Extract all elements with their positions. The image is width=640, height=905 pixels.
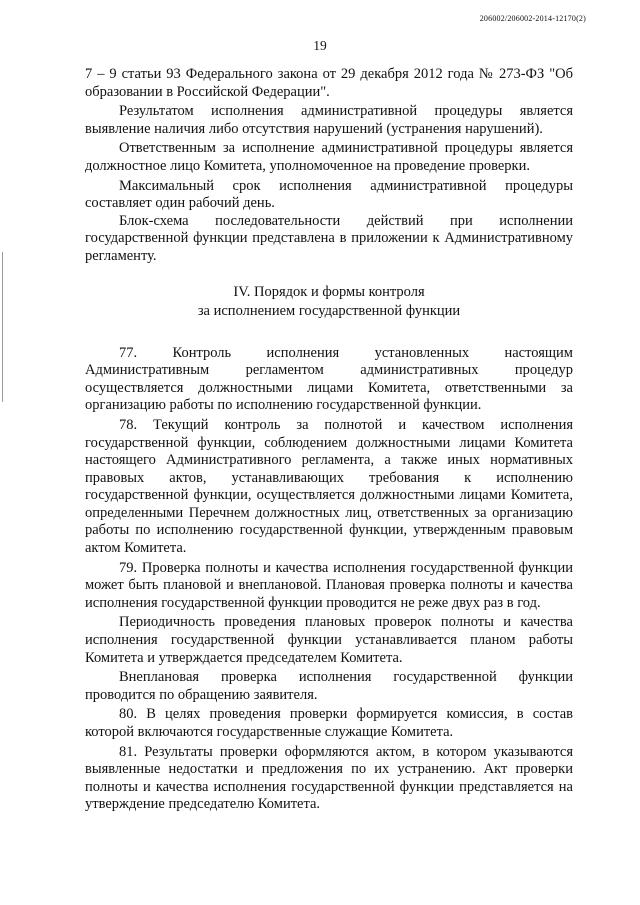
section-title-line2: за исполнением государственной функции bbox=[197, 302, 461, 319]
section-title-line1: IV. Порядок и формы контроля bbox=[233, 283, 425, 300]
scan-edge-mark bbox=[2, 252, 3, 402]
paragraph-continuation: 7 – 9 статьи 93 Федерального закона от 29 декабря 2012 года № 273-ФЗ "Об образовании в Российской Федерации". bbox=[85, 66, 573, 100]
item-80: 80. В целях проведения проверки формируется комиссия, в состав которой включаются государственные служащие Комитета. bbox=[85, 706, 573, 740]
paragraph-unscheduled: Внеплановая проверка исполнения государственной функции проводится по обращению заявителя. bbox=[85, 669, 573, 703]
item-81: 81. Результаты проверки оформляются актом, в котором указываются выявленные недостатки и предложения по их устранению. Акт проверки полноты и качества исполнения государственной функции представляется на утверждение председателю Комитета. bbox=[85, 743, 573, 813]
document-body bbox=[85, 66, 573, 814]
item-77: 77. Контроль исполнения установленных настоящим Административным регламентом административных процедур осуществляется должностными лицами Комитета, ответственными за организацию работы по исполнению государственной функции. bbox=[85, 344, 573, 414]
paragraph-responsible: Ответственным за исполнение административной процедуры является должностное лицо Комитета, уполномоченное на проведение проверки. bbox=[85, 140, 573, 174]
paragraph-flowchart: Блок-схема последовательности действий при исполнении государственной функции представлена в приложении к Административному регламенту. bbox=[85, 212, 573, 264]
paragraph-periodicity: Периодичность проведения плановых проверок полноты и качества исполнения государственной функции устанавливается планом работы Комитета и утверждается председателем Комитета. bbox=[85, 614, 573, 666]
item-78: 78. Текущий контроль за полнотой и качеством исполнения государственной функции, соблюдением должностными лицами Комитета настоящего Административного регламента, а также иных нормативных правовых актов, устанавливающих требования к исполнению государственной функции, осуществляется должностными лицами Комитета, определенными Перечнем должностных лиц, ответственных за организацию работы по исполнению государственной функции, утвержденным правовым актом Комитета. bbox=[85, 416, 573, 557]
section-heading bbox=[85, 283, 573, 321]
document-id: 206002/206002-2014-12170(2) bbox=[479, 14, 586, 23]
item-79: 79. Проверка полноты и качества исполнения государственной функции может быть плановой и внеплановой. Плановая проверка полноты и качества исполнения государственной функции проводится не реже двух раз в год. bbox=[85, 559, 573, 611]
paragraph-result: Результатом исполнения административной процедуры является выявление наличия либо отсутствия нарушений (устранения нарушений). bbox=[85, 103, 573, 137]
paragraph-deadline: Максимальный срок исполнения административной процедуры составляет один рабочий день. bbox=[85, 177, 573, 212]
page-number: 19 bbox=[313, 38, 327, 53]
